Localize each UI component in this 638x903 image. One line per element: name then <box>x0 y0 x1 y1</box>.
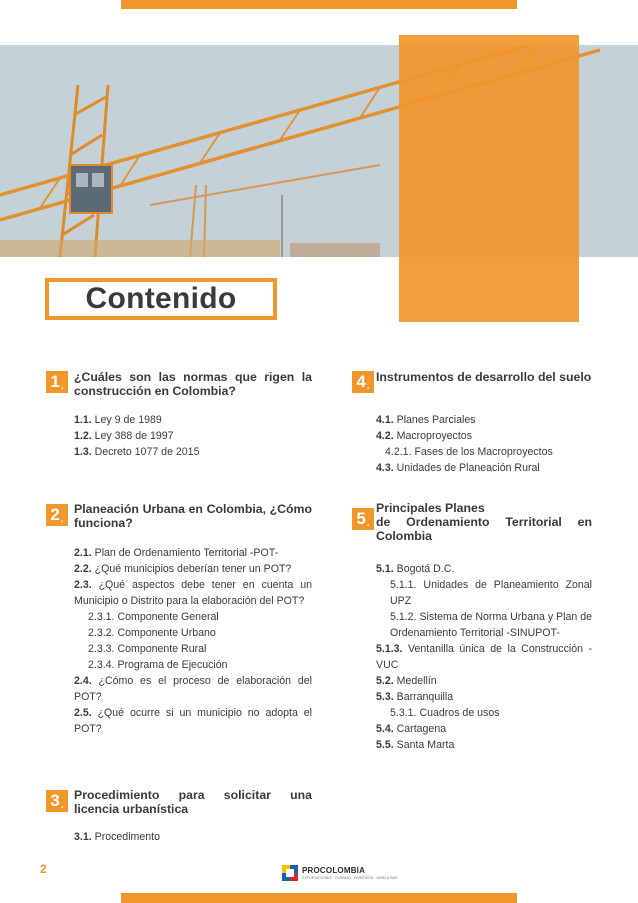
toc-item[interactable]: 1.2. Ley 388 de 1997 <box>74 430 174 442</box>
section-2-items <box>74 545 312 737</box>
section-5-number: 5 <box>356 509 366 528</box>
toc-subitem[interactable]: 4.2.1. Fases de los Macroproyectos <box>385 446 553 458</box>
section-2-number: 2 <box>50 505 60 524</box>
section-3-number: 3 <box>50 791 60 810</box>
page-number: 2 <box>40 862 47 876</box>
toc-item[interactable]: 5.4. Cartagena <box>376 723 447 735</box>
toc-subitem[interactable]: 5.1.1. Unidades de Planeamiento Zonal UPZ <box>390 579 592 607</box>
toc-subitem[interactable]: 5.1.2. Sistema de Norma Urbana y Plan de Ordenamiento Territorial -SINUPOT- <box>390 611 592 639</box>
section-5-number-badge: 5 . <box>352 508 374 530</box>
toc-item[interactable]: 4.3. Unidades de Planeación Rural <box>376 462 540 474</box>
section-5-items <box>376 561 592 753</box>
toc-item[interactable]: 2.5. ¿Qué ocurre si un municipio no adopta el POT? <box>74 707 312 735</box>
toc-subitem[interactable]: 2.3.3. Componente Rural <box>88 643 207 655</box>
decorative-orange-block <box>399 35 579 322</box>
procolombia-logo-icon <box>282 865 298 881</box>
logo-name: PROCOLOMBIA <box>302 866 366 875</box>
section-1-title: ¿Cuáles son las normas que rigen la construcción en Colombia? <box>74 370 312 398</box>
section-4-number: 4 <box>356 372 366 391</box>
toc-item[interactable]: 2.2. ¿Qué municipios deberían tener un POT? <box>74 563 292 575</box>
section-5-title-line1: Principales Planes <box>376 501 485 515</box>
toc-item[interactable]: 2.4. ¿Cómo es el proceso de elaboración del POT? <box>74 675 312 703</box>
section-3-title: Procedimiento para solicitar una licencia urbanística <box>74 788 312 816</box>
section-4-items <box>376 412 592 476</box>
section-5-title <box>376 501 592 543</box>
toc-item[interactable]: 2.1. Plan de Ordenamiento Territorial -POT- <box>74 547 279 559</box>
section-1-items <box>74 412 312 460</box>
toc-item[interactable]: 5.1. Bogotá D.C. <box>376 563 455 575</box>
toc-item[interactable]: 5.5. Santa Marta <box>376 739 455 751</box>
bottom-accent-bar <box>121 893 517 903</box>
section-3-number-badge: 3 . <box>46 790 68 812</box>
section-2-title: Planeación Urbana en Colombia, ¿Cómo funciona? <box>74 502 312 530</box>
section-2-number-badge: 2 . <box>46 504 68 526</box>
procolombia-logo <box>282 864 398 884</box>
contents-title-box <box>45 278 277 320</box>
logo-tagline: EXPORTACIONES · TURISMO · INVERSIÓN · MARCA PAÍS <box>302 876 398 880</box>
toc-item[interactable]: 4.2. Macroproyectos <box>376 430 472 442</box>
toc-item[interactable]: 5.2. Medellín <box>376 675 437 687</box>
section-3-items <box>74 829 312 845</box>
section-4-number-badge: 4 . <box>352 371 374 393</box>
section-5-title-line2: de Ordenamiento Territorial en Colombia <box>376 515 592 543</box>
page-title: Contenido <box>85 282 237 315</box>
toc-item[interactable]: 5.1.3. Ventanilla única de la Construcción - VUC <box>376 643 592 671</box>
toc-item[interactable]: 1.1. Ley 9 de 1989 <box>74 414 162 426</box>
toc-item[interactable]: 2.3. ¿Qué aspectos debe tener en cuenta un Municipio o Distrito para la elaboración del POT? <box>74 579 312 607</box>
toc-item[interactable]: 5.3. Barranquilla <box>376 691 454 703</box>
section-1-number: 1 <box>50 372 60 391</box>
section-4-title: Instrumentos de desarrollo del suelo <box>376 370 592 384</box>
toc-item[interactable]: 3.1. Procedimento <box>74 831 160 843</box>
toc-subitem[interactable]: 2.3.2. Componente Urbano <box>88 627 216 639</box>
toc-subitem[interactable]: 5.3.1. Cuadros de usos <box>390 707 500 719</box>
toc-subitem[interactable]: 2.3.4. Programa de Ejecución <box>88 659 228 671</box>
toc-item[interactable]: 4.1. Planes Parciales <box>376 414 476 426</box>
section-1-number-badge: 1 . <box>46 371 68 393</box>
toc-item[interactable]: 1.3. Decreto 1077 de 2015 <box>74 446 200 458</box>
top-accent-bar <box>121 0 517 9</box>
toc-subitem[interactable]: 2.3.1. Componente General <box>88 611 219 623</box>
